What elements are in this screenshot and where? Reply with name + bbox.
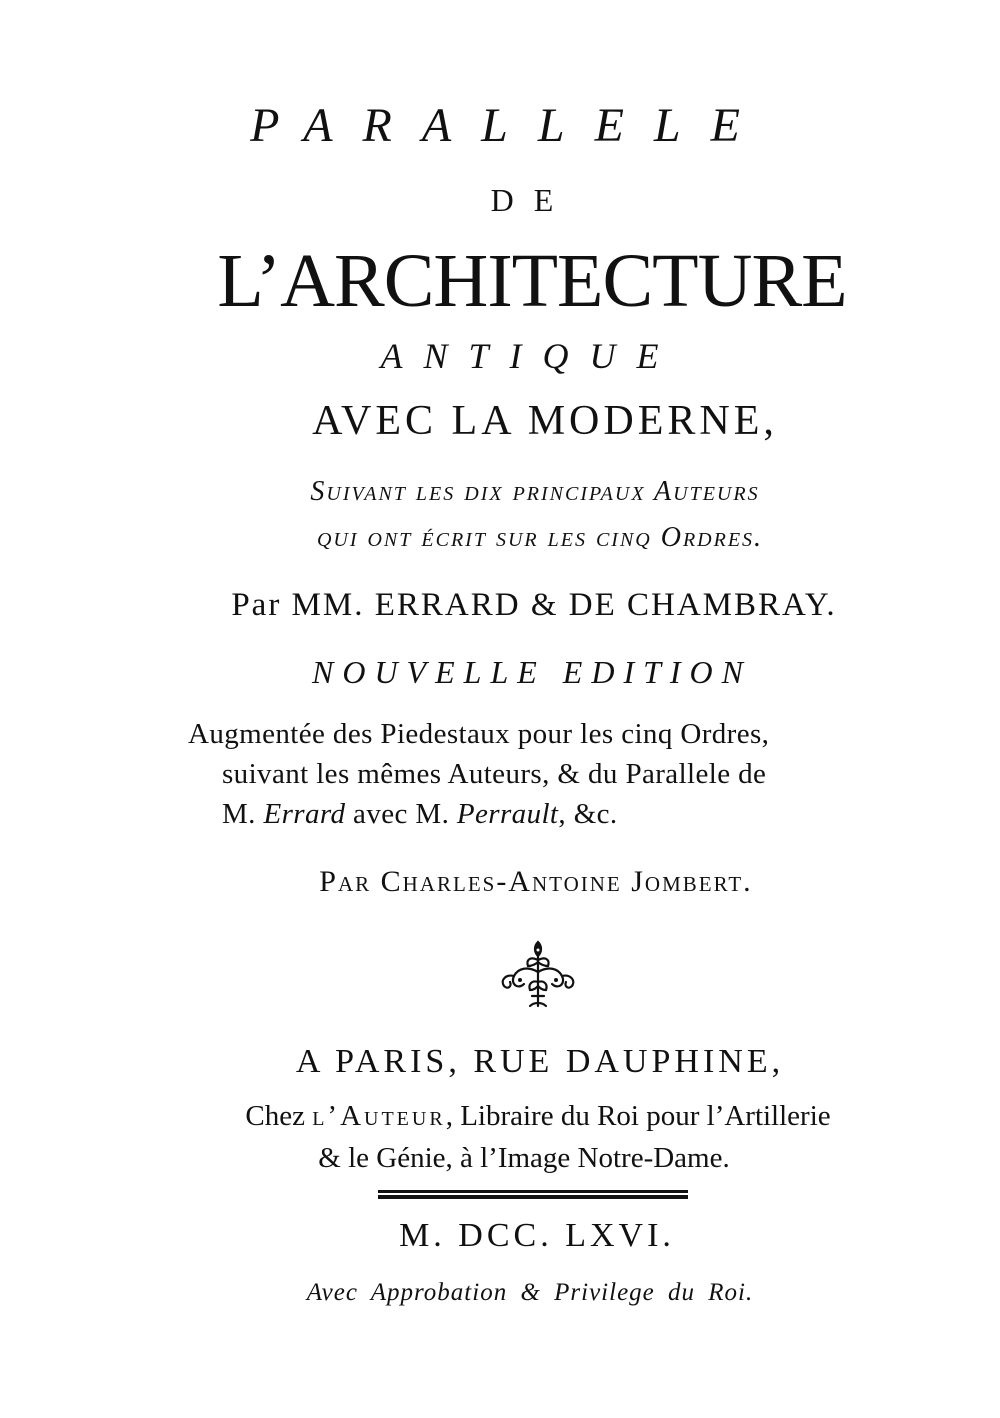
title-de: DE bbox=[490, 182, 574, 218]
publication-date: M. DCC. LXVI. bbox=[399, 1217, 675, 1254]
aug-suffix: , &c. bbox=[558, 798, 618, 830]
title-parallele: PARALLELE bbox=[250, 99, 770, 152]
publisher-name: l’Auteur bbox=[312, 1100, 446, 1132]
imprint-city: A PARIS, RUE DAUPHINE, bbox=[295, 1043, 785, 1080]
aug-mid: avec M. bbox=[345, 798, 457, 830]
edition-line: NOUVELLE EDITION bbox=[311, 654, 752, 690]
double-rule-divider bbox=[378, 1190, 688, 1200]
editor-line: Par Charles-Antoine Jombert. bbox=[319, 865, 753, 898]
title-architecture: L’ARCHITECTURE bbox=[217, 239, 847, 323]
augmentation-line-2: suivant les mêmes Auteurs, & du Parallele de bbox=[222, 758, 767, 790]
subtitle-line-1: Suivant les dix principaux Auteurs bbox=[310, 476, 760, 507]
augmentation-line-1: Augmentée des Piedestaux pour les cinq Ordres, bbox=[188, 718, 770, 750]
authors-line: Par MM. ERRARD & DE CHAMBRAY. bbox=[231, 587, 837, 623]
title-antique: ANTIQUE bbox=[380, 336, 680, 376]
approbation-line: Avec Approbation & Privilege du Roi. bbox=[306, 1279, 754, 1306]
publisher-prefix: Chez bbox=[245, 1100, 313, 1132]
publisher-suffix: , Libraire du Roi pour l’Artillerie bbox=[445, 1100, 831, 1132]
name-perrault: Perrault bbox=[456, 798, 559, 830]
floral-fleuron-icon bbox=[492, 936, 584, 1016]
name-errard: Errard bbox=[263, 798, 346, 830]
imprint-publisher bbox=[38, 1096, 1000, 1136]
title-moderne: AVEC LA MODERNE, bbox=[312, 398, 778, 444]
aug-prefix: M. bbox=[222, 798, 264, 830]
subtitle-line-2: qui ont écrit sur les cinq Ordres. bbox=[316, 522, 764, 553]
imprint-address: & le Génie, à l’Image Notre-Dame. bbox=[318, 1142, 730, 1174]
augmentation-line-3 bbox=[222, 794, 884, 834]
